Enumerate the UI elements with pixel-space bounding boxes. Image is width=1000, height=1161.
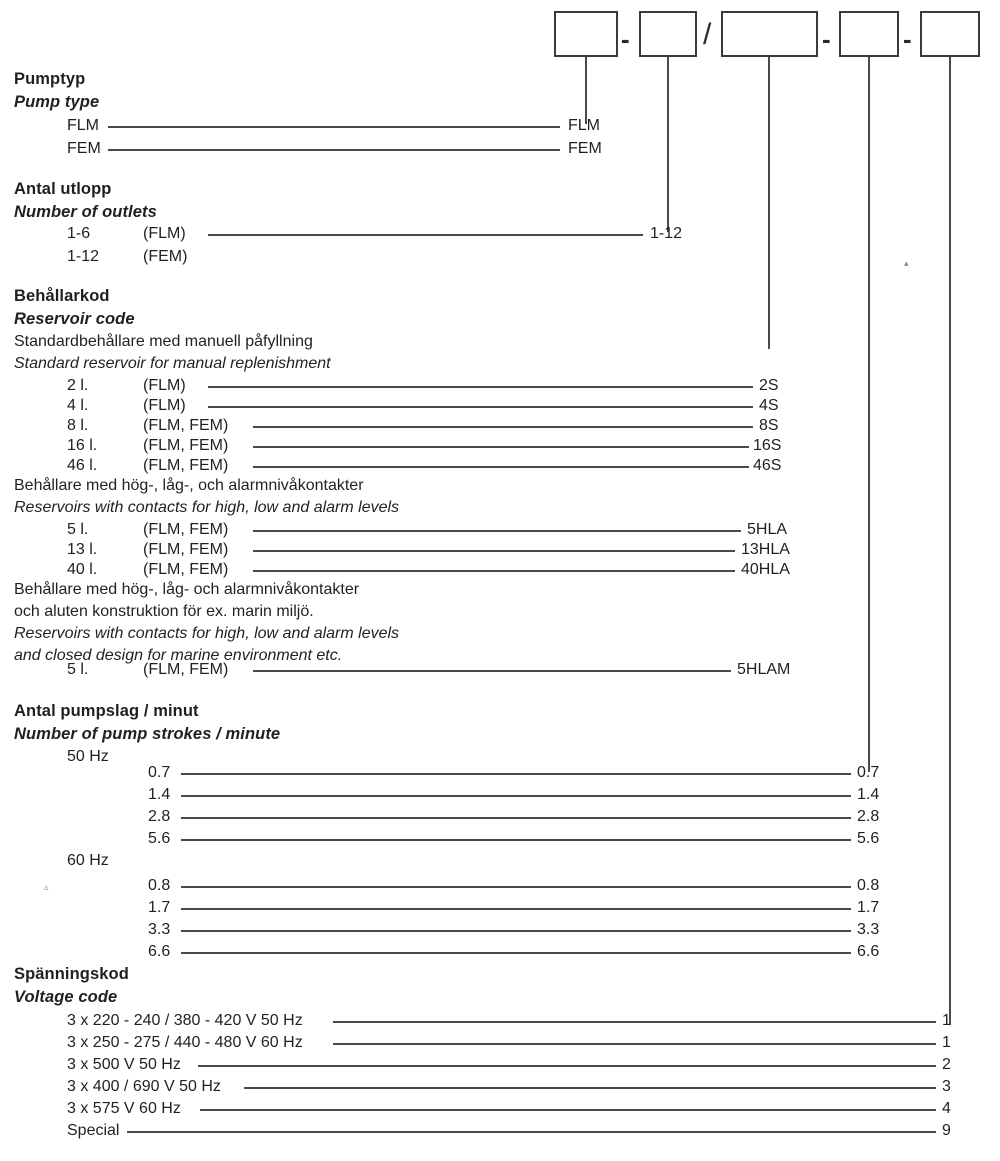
- row-label-voltage-6: Special: [67, 1122, 120, 1139]
- row-label-60hz-3-3: 3.3: [148, 921, 171, 938]
- row-qualifier-res-46l: (FLM, FEM): [143, 457, 229, 474]
- leader-line-res-40hla: [253, 570, 735, 572]
- row-label-fem: FEM: [67, 140, 101, 157]
- row-label-res-4l: 4 l.: [67, 397, 89, 414]
- row-code-voltage-2: 1: [942, 1034, 951, 1051]
- reservoir-note-marine-en-2: and closed design for marine environment etc.: [14, 647, 343, 664]
- row-code-res-5hlam: 5HLAM: [737, 661, 791, 678]
- section-title-outlets-en: Number of outlets: [14, 203, 157, 221]
- row-label-outlets-flm: 1-6: [67, 225, 91, 242]
- frequency-label-50hz: 50 Hz: [67, 748, 109, 765]
- row-code-res-8l: 8S: [759, 417, 779, 434]
- drop-line-voltage: [949, 57, 951, 1025]
- row-code-voltage-6: 9: [942, 1122, 951, 1139]
- row-label-voltage-3: 3 x 500 V 50 Hz: [67, 1056, 181, 1073]
- row-label-60hz-1-7: 1.7: [148, 899, 171, 916]
- row-label-res-16l: 16 l.: [67, 437, 98, 454]
- row-code-50hz-0-7: 0.7: [857, 764, 880, 781]
- leader-line-res-4l: [208, 406, 753, 408]
- row-label-voltage-2: 3 x 250 - 275 / 440 - 480 V 60 Hz: [67, 1034, 303, 1051]
- leader-line-voltage-6: [127, 1131, 936, 1133]
- code-box-outlets[interactable]: [639, 11, 697, 57]
- reservoir-note-hla-en: Reservoirs with contacts for high, low and alarm levels: [14, 499, 400, 516]
- row-code-60hz-1-7: 1.7: [857, 899, 880, 916]
- row-label-flm: FLM: [67, 117, 99, 134]
- reservoir-note-hla-sv: Behållare med hög-, låg-, och alarmnivåkontakter: [14, 477, 364, 494]
- separator-dash-2: -: [822, 24, 831, 54]
- reservoir-note-marine-en-1: Reservoirs with contacts for high, low and alarm levels: [14, 625, 400, 642]
- row-label-voltage-5: 3 x 575 V 60 Hz: [67, 1100, 181, 1117]
- row-label-50hz-1-4: 1.4: [148, 786, 171, 803]
- leader-line-voltage-2: [333, 1043, 936, 1045]
- section-title-voltage-en: Voltage code: [14, 988, 118, 1006]
- row-label-50hz-0-7: 0.7: [148, 764, 171, 781]
- leader-line-fem: [108, 149, 560, 151]
- leader-line-50hz-2-8: [181, 817, 851, 819]
- section-title-pump-type-en: Pump type: [14, 93, 100, 111]
- row-label-res-46l: 46 l.: [67, 457, 98, 474]
- row-label-outlets-fem: 1-12: [67, 248, 100, 265]
- row-qualifier-res-2l: (FLM): [143, 377, 186, 394]
- separator-slash: /: [703, 18, 712, 51]
- reservoir-note-standard-sv: Standardbehållare med manuell påfyllning: [14, 333, 313, 350]
- section-title-reservoir-en: Reservoir code: [14, 310, 135, 328]
- row-label-res-8l: 8 l.: [67, 417, 89, 434]
- leader-line-voltage-5: [200, 1109, 936, 1111]
- row-code-voltage-5: 4: [942, 1100, 951, 1117]
- leader-line-outlets: [208, 234, 643, 236]
- row-qualifier-res-16l: (FLM, FEM): [143, 437, 229, 454]
- row-label-50hz-2-8: 2.8: [148, 808, 171, 825]
- row-label-res-13hla: 13 l.: [67, 541, 98, 558]
- drop-line-outlets: [667, 57, 669, 232]
- row-code-res-16l: 16S: [753, 437, 782, 454]
- row-qualifier-res-4l: (FLM): [143, 397, 186, 414]
- section-title-reservoir-sv: Behållarkod: [14, 287, 110, 305]
- section-title-strokes-en: Number of pump strokes / minute: [14, 725, 281, 743]
- row-label-res-5hlam: 5 l.: [67, 661, 89, 678]
- row-qualifier-outlets-fem: (FEM): [143, 248, 188, 265]
- leader-line-voltage-4: [244, 1087, 936, 1089]
- row-code-res-46l: 46S: [753, 457, 782, 474]
- leader-line-res-2l: [208, 386, 753, 388]
- row-code-res-5hla: 5HLA: [747, 521, 788, 538]
- row-code-50hz-5-6: 5.6: [857, 830, 880, 847]
- row-label-res-2l: 2 l.: [67, 377, 89, 394]
- row-qualifier-res-13hla: (FLM, FEM): [143, 541, 229, 558]
- leader-line-res-46l: [253, 466, 749, 468]
- row-qualifier-res-5hlam: (FLM, FEM): [143, 661, 229, 678]
- row-qualifier-res-40hla: (FLM, FEM): [143, 561, 229, 578]
- row-code-res-2l: 2S: [759, 377, 779, 394]
- row-label-60hz-6-6: 6.6: [148, 943, 171, 960]
- row-label-50hz-5-6: 5.6: [148, 830, 171, 847]
- leader-line-res-5hla: [253, 530, 741, 532]
- leader-line-voltage-1: [333, 1021, 936, 1023]
- reservoir-note-marine-sv-1: Behållare med hög-, låg- och alarmnivåkontakter: [14, 581, 360, 598]
- drop-line-reservoir: [768, 57, 770, 349]
- row-code-50hz-1-4: 1.4: [857, 786, 880, 803]
- row-code-fem: FEM: [568, 140, 602, 157]
- row-label-60hz-0-8: 0.8: [148, 877, 171, 894]
- leader-line-50hz-1-4: [181, 795, 851, 797]
- row-label-res-5hla: 5 l.: [67, 521, 89, 538]
- row-code-60hz-6-6: 6.6: [857, 943, 880, 960]
- row-qualifier-res-8l: (FLM, FEM): [143, 417, 229, 434]
- leader-line-60hz-1-7: [181, 908, 851, 910]
- row-label-voltage-1: 3 x 220 - 240 / 380 - 420 V 50 Hz: [67, 1012, 303, 1029]
- row-code-res-40hla: 40HLA: [741, 561, 790, 578]
- frequency-label-60hz: 60 Hz: [67, 852, 109, 869]
- row-code-outlets: 1-12: [650, 225, 683, 242]
- leader-line-50hz-0-7: [181, 773, 851, 775]
- section-title-voltage-sv: Spänningskod: [14, 965, 129, 983]
- leader-line-voltage-3: [198, 1065, 936, 1067]
- row-code-res-4l: 4S: [759, 397, 779, 414]
- row-qualifier-outlets-flm: (FLM): [143, 225, 186, 242]
- code-box-strokes[interactable]: [839, 11, 899, 57]
- row-code-50hz-2-8: 2.8: [857, 808, 880, 825]
- leader-line-res-8l: [253, 426, 753, 428]
- row-code-60hz-3-3: 3.3: [857, 921, 880, 938]
- leader-line-50hz-5-6: [181, 839, 851, 841]
- code-box-voltage[interactable]: [920, 11, 980, 57]
- separator-dash-3: -: [903, 24, 912, 54]
- scan-speck-2: ▵: [44, 882, 49, 892]
- separator-dash-1: -: [621, 24, 630, 54]
- leader-line-60hz-0-8: [181, 886, 851, 888]
- leader-line-res-5hlam: [253, 670, 731, 672]
- leader-line-60hz-6-6: [181, 952, 851, 954]
- row-code-flm: FLM: [568, 117, 600, 134]
- code-box-pump-type[interactable]: [554, 11, 618, 57]
- drop-line-pump-type: [585, 57, 587, 124]
- row-label-voltage-4: 3 x 400 / 690 V 50 Hz: [67, 1078, 221, 1095]
- row-label-res-40hla: 40 l.: [67, 561, 98, 578]
- row-code-res-13hla: 13HLA: [741, 541, 790, 558]
- leader-line-60hz-3-3: [181, 930, 851, 932]
- row-code-60hz-0-8: 0.8: [857, 877, 880, 894]
- reservoir-note-marine-sv-2: och aluten konstruktion för ex. marin miljö.: [14, 603, 314, 620]
- section-title-strokes-sv: Antal pumpslag / minut: [14, 702, 199, 720]
- row-code-voltage-3: 2: [942, 1056, 951, 1073]
- row-code-voltage-1: 1: [942, 1012, 951, 1029]
- row-code-voltage-4: 3: [942, 1078, 951, 1095]
- drop-line-strokes: [868, 57, 870, 772]
- leader-line-flm: [108, 126, 560, 128]
- section-title-outlets-sv: Antal utlopp: [14, 180, 112, 198]
- section-title-pump-type-sv: Pumptyp: [14, 70, 86, 88]
- reservoir-note-standard-en: Standard reservoir for manual replenishment: [14, 355, 331, 372]
- code-box-reservoir[interactable]: [721, 11, 818, 57]
- row-qualifier-res-5hla: (FLM, FEM): [143, 521, 229, 538]
- scan-speck-1: ▴: [904, 258, 909, 268]
- leader-line-res-13hla: [253, 550, 735, 552]
- leader-line-res-16l: [253, 446, 749, 448]
